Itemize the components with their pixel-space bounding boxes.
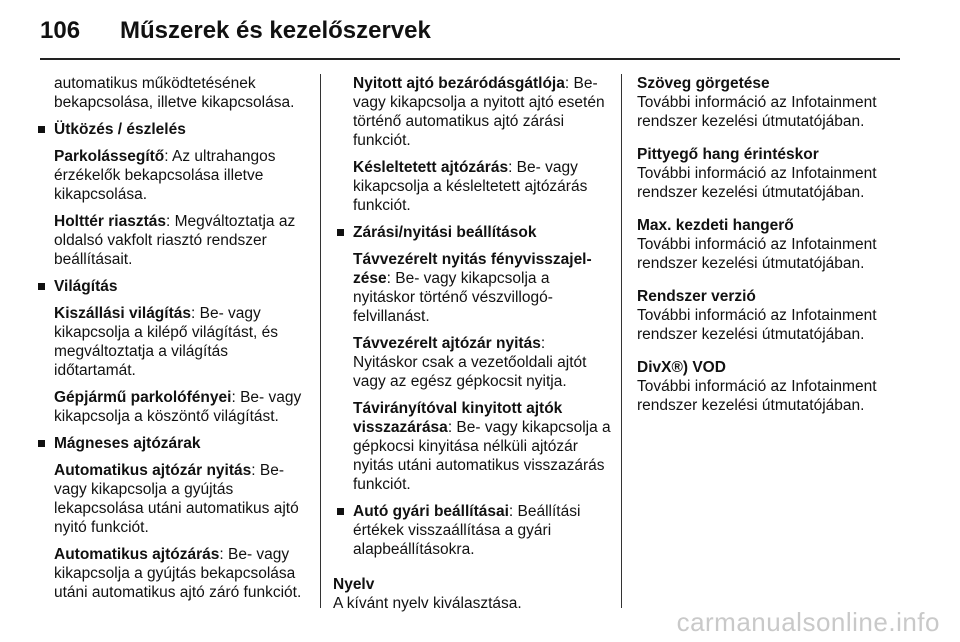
section-title: Szöveg görgetése [637, 75, 770, 92]
setting-item [333, 74, 611, 150]
setting-term: Késleltetett ajtózárás [353, 159, 509, 176]
setting-item [34, 545, 310, 602]
bullet-square-icon [38, 283, 45, 290]
bullet-heading: Zárási/nyitási beállítások [333, 223, 611, 242]
setting-term: Automatikus ajtózár nyitás [54, 462, 252, 479]
section-text: A kívánt nyelv kiválasztása. [333, 595, 522, 612]
column-2 [333, 74, 611, 627]
setting-item [333, 158, 611, 215]
setting-description: : Be- vagy kikapcsolja a kilépő világítást, és megváltoztatja a világítás időtartamát. [54, 305, 279, 379]
setting-term: Holttér riasztás [54, 213, 166, 230]
section-text: További információ az Infotainment rendszer kezelési útmutatójában. [637, 236, 877, 272]
intro-text: automatikus működtetésének bekapcsolása, illetve kikapcsolása. [54, 75, 295, 111]
info-block [637, 216, 927, 273]
setting-item [34, 304, 310, 380]
setting-term: Parkolássegítő [54, 148, 165, 165]
setting-description: : Megváltoztatja az oldalsó vakfolt riasztó rendszer beállításait. [54, 213, 296, 268]
bullet-item [333, 502, 611, 559]
setting-description: : Nyitáskor csak a vezetőoldali ajtót vagy az egész gépkocsit nyitja. [353, 335, 587, 390]
bullet-heading: Mágneses ajtózárak [34, 434, 310, 453]
setting-term: Kiszállási világítás [54, 305, 191, 322]
bullet-square-icon [38, 126, 45, 133]
setting-term: Távirányítóval kinyitott ajtók visszazárása [353, 400, 563, 436]
setting-description: : Be- vagy kikapcsolja a gyújtás bekapcsolása utáni automatikus ajtó záró funkciót. [54, 546, 302, 601]
section-text: További információ az Infotainment rendszer kezelési útmutatójában. [637, 165, 877, 201]
setting-description: : Be- vagy kikapcsolja a nyitott ajtó esetén történő automatikus ajtó zárási funkciót. [353, 75, 605, 149]
setting-item [34, 388, 310, 426]
setting-description: : Beállítási értékek visszaállítása a gyári alapbeállításokra. [353, 503, 581, 558]
setting-item [333, 250, 611, 326]
page-header [0, 0, 960, 64]
section-title: Max. kezdeti hangerő [637, 217, 794, 234]
info-block [637, 287, 927, 344]
setting-term: Gépjármű parkolófényei [54, 389, 232, 406]
setting-description: : Be- vagy kikapcsolja a gyújtás lekapcsolása utáni automatikus ajtó nyitó funkciót. [54, 462, 299, 536]
watermark: carmanualsonline.info [676, 607, 940, 637]
setting-description: : Be- vagy kikapcsolja a gépkocsi kinyitása nélküli ajtózár nyitás utáni automatikus visszazárás funkciót. [353, 419, 611, 493]
section-text: További információ az Infotainment rendszer kezelési útmutatójában. [637, 307, 877, 343]
page-number: 106 [40, 17, 81, 44]
section-text: További információ az Infotainment rendszer kezelési útmutatójában. [637, 378, 877, 414]
section-title: Pittyegő hang érintéskor [637, 146, 819, 163]
column-divider-1 [320, 74, 321, 608]
section-title: Nyelv [333, 576, 375, 593]
page-title: Műszerek és kezelőszervek [120, 17, 431, 44]
setting-item [34, 461, 310, 537]
bullet-square-icon [38, 440, 45, 447]
language-section [333, 575, 611, 613]
bullet-heading: Ütközés / észlelés [34, 120, 310, 139]
setting-term: Autó gyári beállításai [353, 503, 509, 520]
info-block [637, 74, 927, 131]
column-3 [637, 74, 927, 429]
section-text: További információ az Infotainment rendszer kezelési útmutatójában. [637, 94, 877, 130]
setting-item [34, 212, 310, 269]
section-title: DivX®) VOD [637, 359, 726, 376]
bullet-square-icon [337, 229, 344, 236]
column-1 [34, 74, 310, 610]
setting-description: : Az ultrahangos érzékelők bekapcsolása illetve kikapcsolása. [54, 148, 276, 203]
setting-term: Nyitott ajtó bezáródásgátlója [353, 75, 565, 92]
setting-item [333, 399, 611, 494]
header-divider [40, 58, 900, 60]
section-title: Rendszer verzió [637, 288, 756, 305]
setting-description: : Be- vagy kikapcsolja a nyitáskor történő vészvillogó-felvillanást. [353, 270, 553, 325]
setting-item [34, 147, 310, 204]
info-block [637, 358, 927, 415]
setting-term: Távvezérelt nyitás fényvisszajel-zése [353, 251, 592, 287]
setting-term: Távvezérelt ajtózár nyitás [353, 335, 541, 352]
setting-description: : Be- vagy kikapcsolja a köszöntő világítást. [54, 389, 302, 425]
bullet-heading: Világítás [34, 277, 310, 296]
setting-description: : Be- vagy kikapcsolja a késleltetett ajtózárás funkciót. [353, 159, 588, 214]
info-block [637, 145, 927, 202]
bullet-square-icon [337, 508, 344, 515]
column-divider-2 [621, 74, 622, 608]
setting-term: Automatikus ajtózárás [54, 546, 220, 563]
setting-item [333, 334, 611, 391]
